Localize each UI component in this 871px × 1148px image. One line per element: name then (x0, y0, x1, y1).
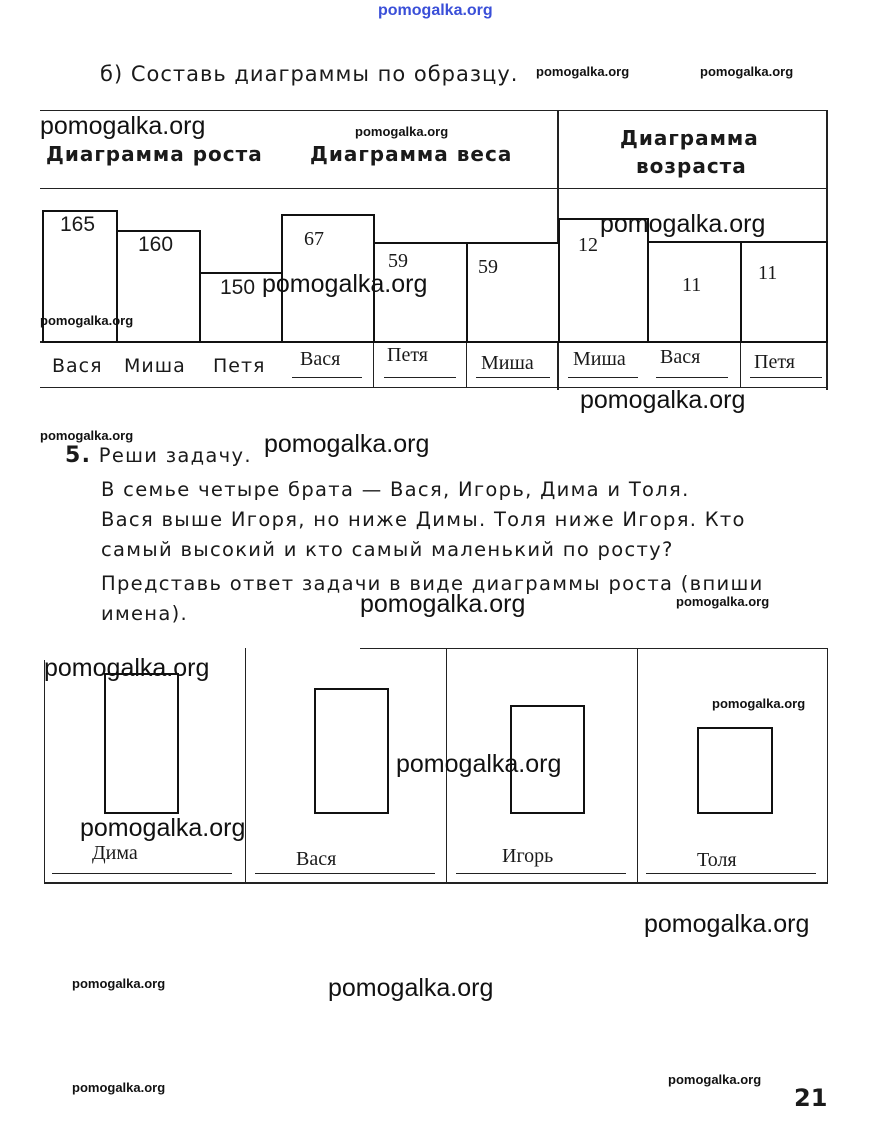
task5-heading (65, 441, 252, 471)
watermark: pomogalka.org (396, 750, 562, 778)
height-chart-title: Диаграмма роста (46, 142, 263, 166)
bar-value-label: 150 (220, 276, 256, 299)
task-b-heading: б) Составь диаграммы по образцу. (100, 62, 519, 86)
category-label: Петя (387, 344, 428, 366)
watermark: pomogalka.org (328, 974, 494, 1002)
bottom-frame-right-line (827, 648, 828, 882)
age-chart-title-line1: Диаграмма (620, 126, 759, 150)
weight-chart-title: Диаграмма веса (310, 142, 513, 166)
bar-value-label: 160 (138, 233, 174, 256)
handwriting-underline (384, 377, 456, 378)
handwriting-underline (568, 377, 638, 378)
page-number: 21 (794, 1084, 828, 1112)
watermark: pomogalka.org (72, 976, 166, 991)
watermark: pomogalka.org (712, 696, 806, 711)
answer-name-line (456, 873, 626, 874)
watermark: pomogalka.org (80, 814, 246, 842)
category-label: Вася (52, 355, 103, 377)
category-label: Петя (754, 351, 795, 373)
watermark: pomogalka.org (676, 594, 770, 609)
answer-bar-second (314, 688, 389, 814)
answer-name: Толя (697, 849, 737, 871)
handwriting-underline (750, 377, 822, 378)
watermark: pomogalka.org (536, 64, 630, 79)
bottom-frame-top-line (360, 648, 828, 649)
bar-age-petya (740, 241, 828, 343)
bar-value-label: 67 (304, 228, 324, 250)
answer-name-line (646, 873, 816, 874)
bar-value-label: 12 (578, 234, 598, 256)
watermark: pomogalka.org (700, 64, 794, 79)
answer-bar-tallest (104, 673, 179, 814)
bar-value-label: 59 (478, 256, 498, 278)
bottom-column-divider (245, 648, 246, 882)
bar-value-label: 165 (60, 213, 96, 236)
answer-name: Вася (296, 848, 337, 870)
watermark: pomogalka.org (40, 313, 134, 328)
handwriting-underline (292, 377, 362, 378)
category-label: Миша (124, 355, 186, 377)
watermark: pomogalka.org (355, 124, 449, 139)
watermark: pomogalka.org (644, 910, 810, 938)
category-label: Миша (481, 352, 534, 374)
bar-value-label: 11 (682, 274, 702, 296)
watermark: pomogalka.org (264, 430, 430, 458)
category-label: Миша (573, 348, 626, 370)
label-divider (740, 341, 741, 387)
top-frame-line (40, 110, 828, 111)
watermark: pomogalka.org (262, 270, 428, 298)
watermark: pomogalka.org (668, 1072, 762, 1087)
task5-line1: В семье четыре брата — Вася, Игорь, Дима и Толя. (101, 478, 690, 501)
watermark: pomogalka.org (40, 428, 134, 443)
bottom-frame-baseline (44, 882, 828, 884)
label-divider (466, 341, 467, 387)
category-label: Вася (660, 346, 701, 368)
task5-line3: самый высокий и кто самый маленький по росту? (101, 538, 674, 561)
age-chart-title-line2: возраста (636, 154, 747, 178)
category-label: Вася (300, 348, 341, 370)
watermark: pomogalka.org (360, 590, 526, 618)
watermark: pomogalka.org (580, 386, 746, 414)
task5-line2: Вася выше Игоря, но ниже Димы. Толя ниже Игоря. Кто (101, 508, 746, 531)
category-label: Петя (213, 355, 266, 377)
task5-title: Реши задачу. (98, 444, 252, 467)
watermark: pomogalka.org (72, 1080, 166, 1095)
bar-value-label: 11 (758, 262, 778, 284)
label-divider (373, 341, 374, 387)
bar-value-label: 59 (388, 250, 408, 272)
answer-name-line (255, 873, 435, 874)
watermark: pomogalka.org (600, 210, 766, 238)
bottom-frame-left-line (44, 660, 45, 882)
watermark: pomogalka.org (40, 112, 206, 140)
task5-line4: Представь ответ задачи в виде диаграммы роста (впиши (101, 572, 764, 595)
answer-name: Игорь (502, 845, 554, 867)
bottom-column-divider (637, 648, 638, 882)
task5-line5: имена). (101, 602, 188, 625)
watermark-top: pomogalka.org (378, 2, 493, 19)
answer-bar-shortest (697, 727, 773, 814)
handwriting-underline (656, 377, 728, 378)
titles-underline (40, 188, 828, 189)
handwriting-underline (476, 377, 550, 378)
answer-name: Дима (92, 842, 138, 864)
task5-number: 5. (65, 443, 92, 468)
answer-name-line (52, 873, 232, 874)
watermark: pomogalka.org (44, 654, 210, 682)
